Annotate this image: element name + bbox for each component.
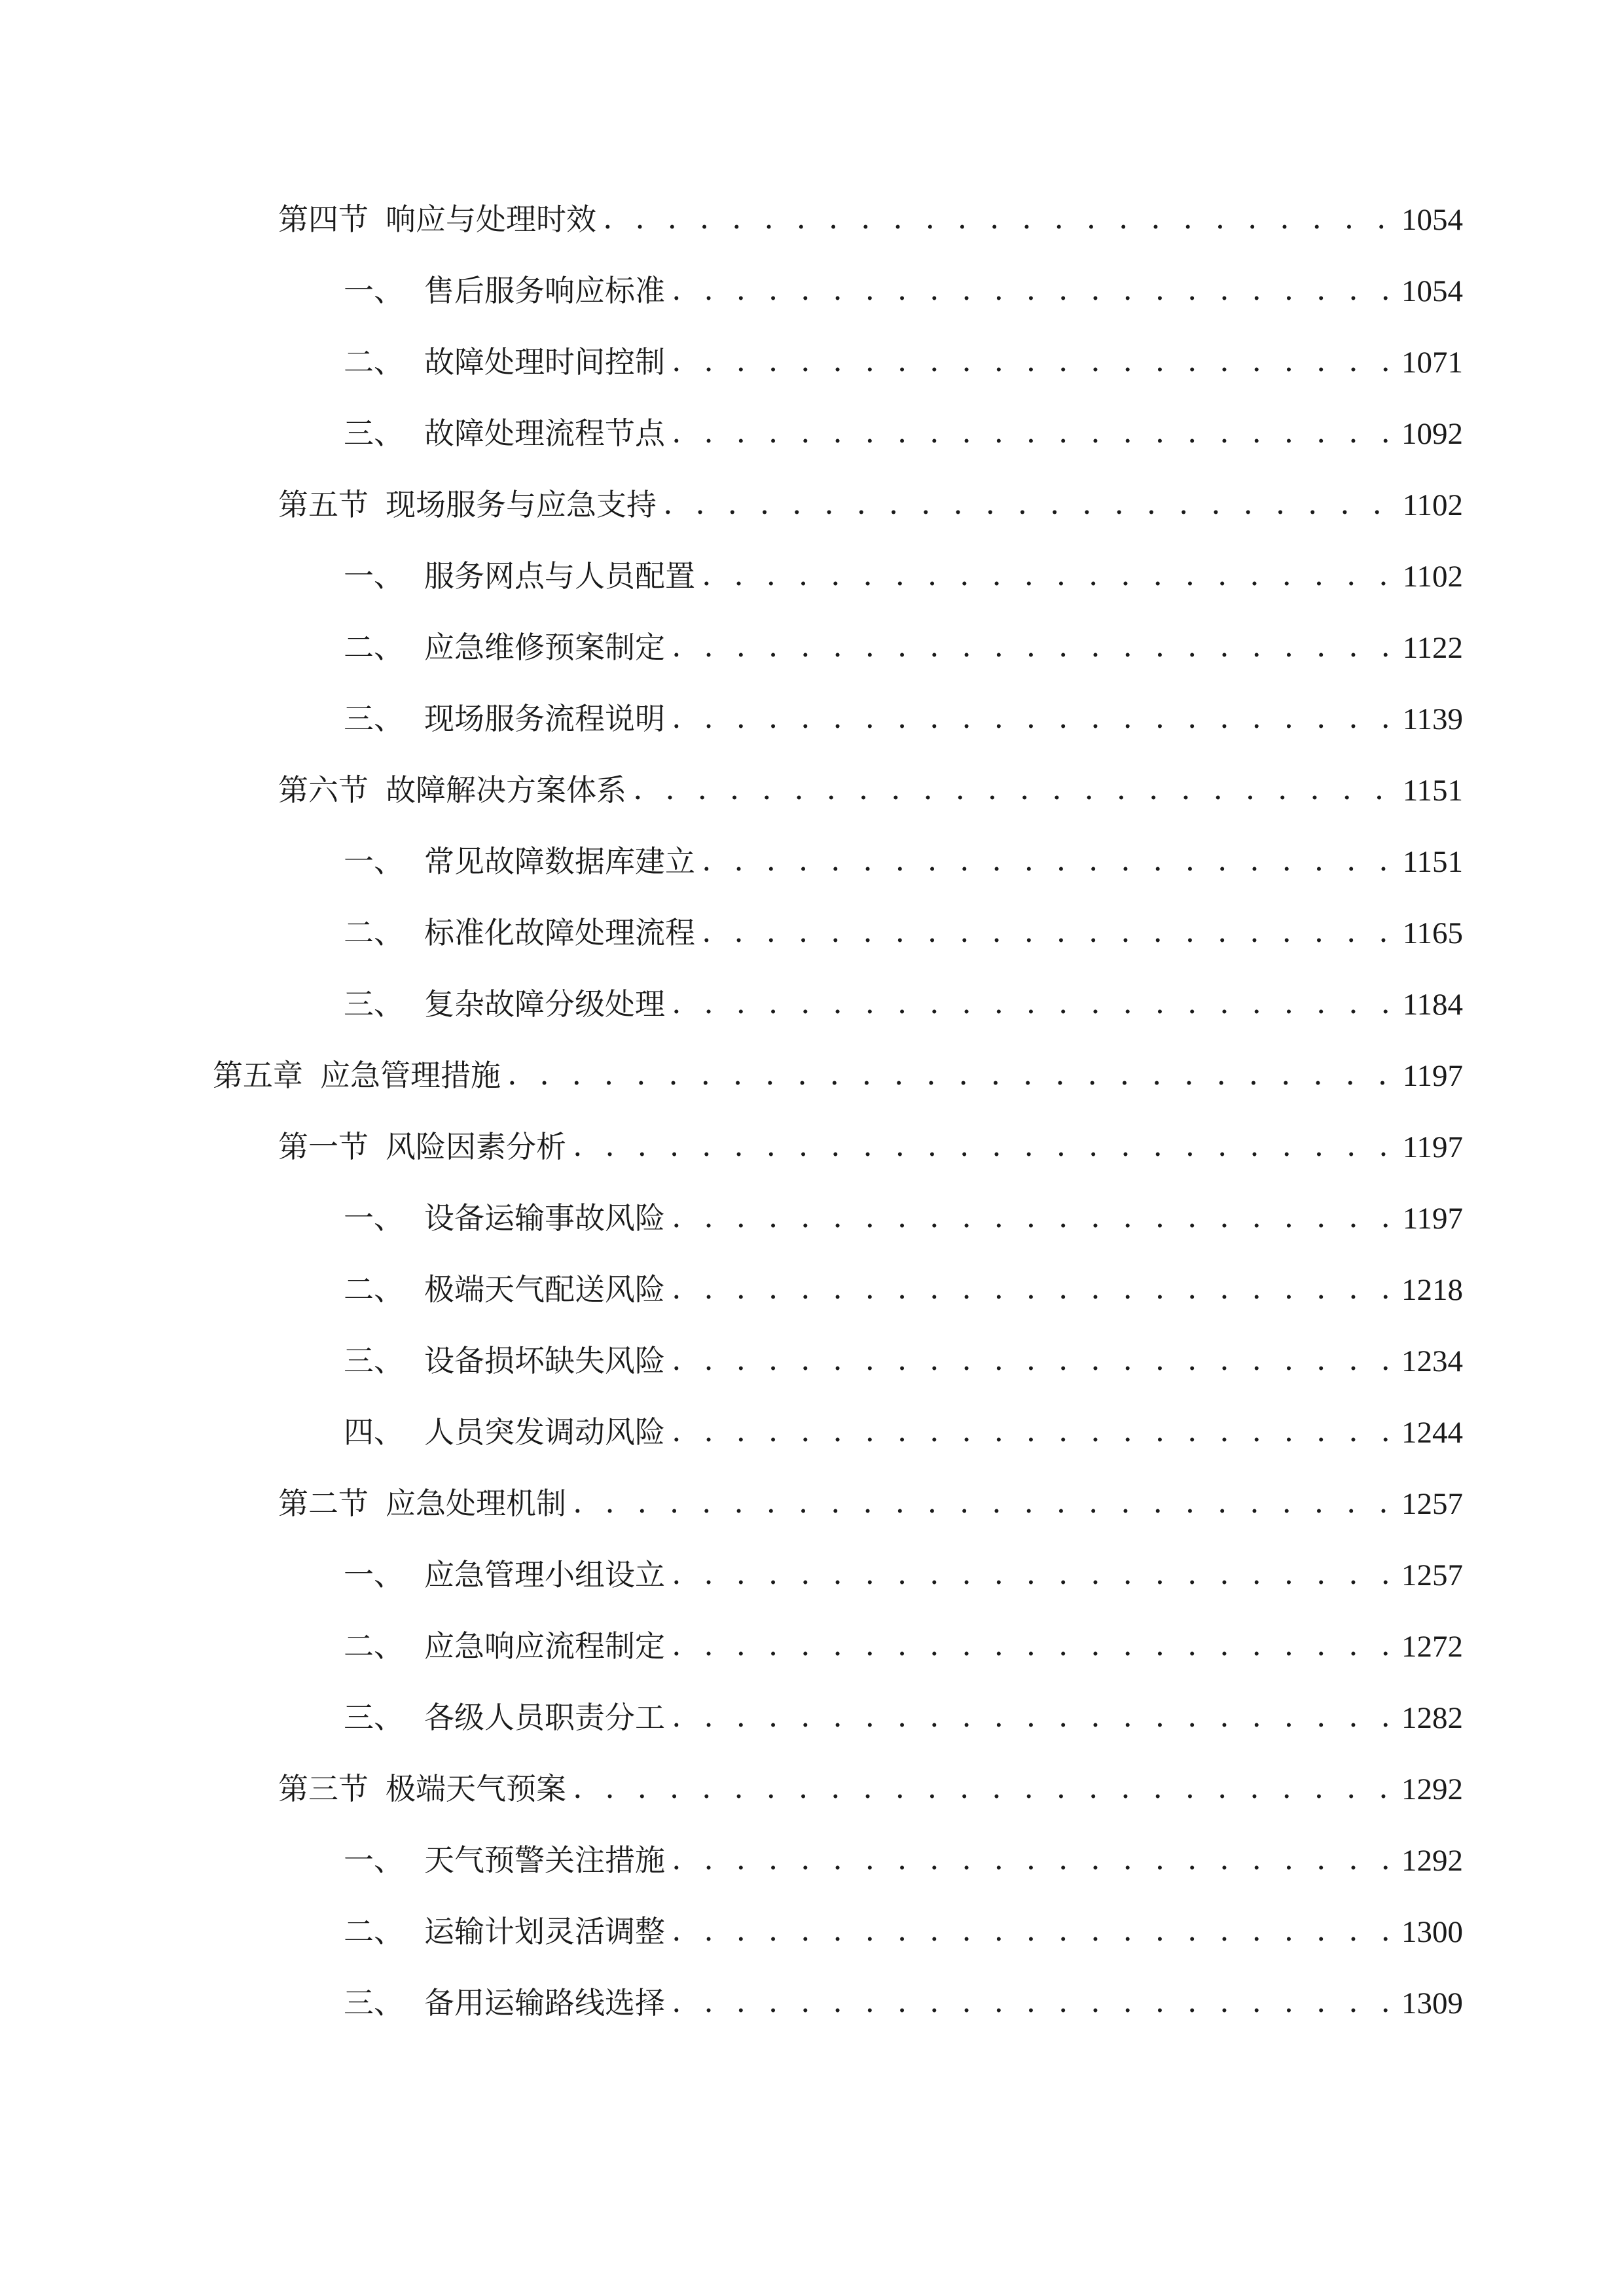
toc-entry-page: 1151	[1402, 774, 1463, 808]
toc-entry[interactable]	[344, 410, 1463, 456]
toc-entry-page: 1071	[1401, 346, 1463, 380]
toc-entry-number: 三、	[344, 1700, 404, 1735]
toc-entry-page: 1234	[1401, 1344, 1463, 1378]
dot-leader	[603, 195, 1392, 241]
toc-entry[interactable]	[344, 981, 1463, 1027]
toc-entry-page: 1197	[1402, 1202, 1463, 1236]
toc-entry-number: 第二节	[278, 1486, 369, 1521]
toc-entry-number: 一、	[344, 1200, 404, 1236]
toc-entry-number: 一、	[344, 1557, 404, 1592]
toc-entry-number: 四、	[344, 1414, 404, 1450]
toc-entry-page: 1151	[1402, 845, 1463, 879]
toc-entry[interactable]	[278, 482, 1463, 528]
toc-entry-title: 应急响应流程制定	[424, 1628, 665, 1664]
toc-entry[interactable]	[278, 1766, 1463, 1812]
dot-leader	[672, 338, 1392, 384]
toc-entry[interactable]	[344, 1266, 1463, 1312]
toc-entry-title: 现场服务与应急支持	[386, 487, 657, 522]
toc-entry-number: 第四节	[278, 202, 369, 237]
toc-entry[interactable]	[344, 1695, 1463, 1740]
toc-entry-title: 应急维修预案制定	[424, 630, 665, 665]
toc-entry-title: 响应与处理时效	[386, 202, 596, 237]
toc-entry-title: 设备运输事故风险	[424, 1200, 665, 1236]
toc-entry-page: 1272	[1401, 1630, 1463, 1664]
toc-entry[interactable]	[278, 1124, 1463, 1170]
toc-entry-title: 天气预警关注措施	[424, 1842, 665, 1878]
dot-leader	[672, 1194, 1394, 1240]
dot-leader	[672, 409, 1392, 455]
toc-entry-number: 二、	[344, 1272, 404, 1307]
toc-entry-page: 1244	[1401, 1416, 1463, 1450]
toc-entry[interactable]	[278, 1480, 1463, 1526]
toc-entry-number: 一、	[344, 273, 404, 308]
toc-entry-title: 应急管理小组设立	[424, 1557, 665, 1592]
toc-entry-title: 运输计划灵活调整	[424, 1914, 665, 1949]
toc-entry-number: 三、	[344, 416, 404, 451]
dot-leader	[633, 766, 1394, 812]
dot-leader	[672, 980, 1394, 1026]
dot-leader	[672, 694, 1394, 740]
toc-entry-page: 1165	[1402, 916, 1463, 950]
toc-entry-page: 1102	[1402, 560, 1463, 594]
toc-entry-page: 1300	[1401, 1915, 1463, 1949]
dot-leader	[672, 1265, 1392, 1311]
toc-entry-title: 应急处理机制	[386, 1486, 566, 1521]
toc-entry[interactable]	[344, 696, 1463, 742]
toc-entry-title: 复杂故障分级处理	[424, 986, 665, 1022]
toc-entry-title: 备用运输路线选择	[424, 1985, 665, 2020]
toc-entry-number: 一、	[344, 1842, 404, 1878]
toc-entry-page: 1292	[1401, 1772, 1463, 1806]
toc-entry-page: 1197	[1402, 1130, 1463, 1164]
toc-entry-number: 一、	[344, 558, 404, 594]
toc-entry[interactable]	[344, 1195, 1463, 1241]
toc-entry-title: 应急管理措施	[320, 1058, 501, 1093]
toc-entry-number: 二、	[344, 915, 404, 950]
dot-leader	[672, 1336, 1392, 1382]
toc-entry-title: 极端天气预案	[386, 1771, 566, 1806]
toc-entry-title: 故障处理流程节点	[424, 416, 665, 451]
toc-entry-title: 标准化故障处理流程	[424, 915, 695, 950]
toc-entry-page: 1184	[1402, 988, 1463, 1022]
toc-entry-number: 三、	[344, 1343, 404, 1378]
dot-leader	[507, 1051, 1394, 1097]
toc-entry-title: 人员突发调动风险	[424, 1414, 665, 1450]
toc-entry-number: 二、	[344, 1914, 404, 1949]
dot-leader	[702, 908, 1394, 954]
toc-entry-page: 1309	[1401, 1986, 1463, 2020]
toc-entry-page: 1139	[1402, 702, 1463, 736]
toc-entry-title: 风险因素分析	[386, 1129, 566, 1164]
dot-leader	[702, 837, 1394, 883]
toc-entry-title: 售后服务响应标准	[424, 273, 665, 308]
toc-entry[interactable]	[344, 553, 1463, 599]
toc-entry-title: 常见故障数据库建立	[424, 844, 695, 879]
toc-entry-page: 1218	[1401, 1273, 1463, 1307]
toc-entry-title: 故障处理时间控制	[424, 344, 665, 380]
toc-entry[interactable]	[344, 1909, 1463, 1954]
toc-entry[interactable]	[213, 1052, 1463, 1098]
toc-entry[interactable]	[344, 268, 1463, 314]
toc-entry-page: 1257	[1401, 1558, 1463, 1592]
dot-leader	[672, 1907, 1392, 1953]
dot-leader	[663, 480, 1394, 526]
toc-entry[interactable]	[344, 838, 1463, 884]
toc-entry-title: 服务网点与人员配置	[424, 558, 695, 594]
toc-entry[interactable]	[344, 1837, 1463, 1883]
toc-entry-number: 三、	[344, 701, 404, 736]
dot-leader	[702, 552, 1394, 598]
toc-entry-page: 1122	[1402, 631, 1463, 665]
toc-entry-number: 二、	[344, 344, 404, 380]
toc-entry-number: 第一节	[278, 1129, 369, 1164]
dot-leader	[672, 623, 1394, 669]
toc-entry-page: 1102	[1402, 488, 1463, 522]
toc-entry-page: 1292	[1401, 1844, 1463, 1878]
toc-entry-title: 设备损坏缺失风险	[424, 1343, 665, 1378]
dot-leader	[672, 1979, 1392, 2024]
dot-leader	[672, 1836, 1392, 1882]
toc-entry[interactable]	[344, 1980, 1463, 2026]
toc-entry-title: 现场服务流程说明	[424, 701, 665, 736]
toc-entry-page: 1282	[1401, 1701, 1463, 1735]
toc-entry-title: 各级人员职责分工	[424, 1700, 665, 1735]
toc-entry-number: 第五章	[213, 1058, 303, 1093]
toc-entry[interactable]	[344, 1409, 1463, 1455]
toc-entry-number: 三、	[344, 1985, 404, 2020]
dot-leader	[573, 1479, 1392, 1525]
toc-entry[interactable]	[344, 1338, 1463, 1384]
toc-entry-number: 第六节	[278, 772, 369, 808]
toc-entry[interactable]	[278, 196, 1463, 242]
toc-entry[interactable]	[344, 624, 1463, 670]
toc-entry-page: 1257	[1401, 1487, 1463, 1521]
toc-entry[interactable]	[344, 910, 1463, 956]
toc-entry-page: 1092	[1401, 417, 1463, 451]
toc-entry-number: 一、	[344, 844, 404, 879]
toc-entry[interactable]	[344, 1552, 1463, 1598]
toc-entry-title: 故障解决方案体系	[386, 772, 626, 808]
toc-entry-title: 极端天气配送风险	[424, 1272, 665, 1307]
toc-entry-page: 1054	[1401, 274, 1463, 308]
toc-entry[interactable]	[278, 767, 1463, 813]
toc-entry[interactable]	[344, 339, 1463, 385]
dot-leader	[573, 1765, 1392, 1810]
toc-entry-number: 三、	[344, 986, 404, 1022]
dot-leader	[672, 1551, 1392, 1596]
toc-entry-page: 1054	[1401, 203, 1463, 237]
dot-leader	[672, 1408, 1392, 1454]
dot-leader	[573, 1122, 1394, 1168]
dot-leader	[672, 1693, 1392, 1739]
toc-entry-page: 1197	[1402, 1059, 1463, 1093]
toc-entry-number: 二、	[344, 1628, 404, 1664]
toc-entry-number: 第五节	[278, 487, 369, 522]
toc-entry-number: 二、	[344, 630, 404, 665]
dot-leader	[672, 266, 1392, 312]
toc-entry-number: 第三节	[278, 1771, 369, 1806]
dot-leader	[672, 1622, 1392, 1668]
toc-entry[interactable]	[344, 1623, 1463, 1669]
